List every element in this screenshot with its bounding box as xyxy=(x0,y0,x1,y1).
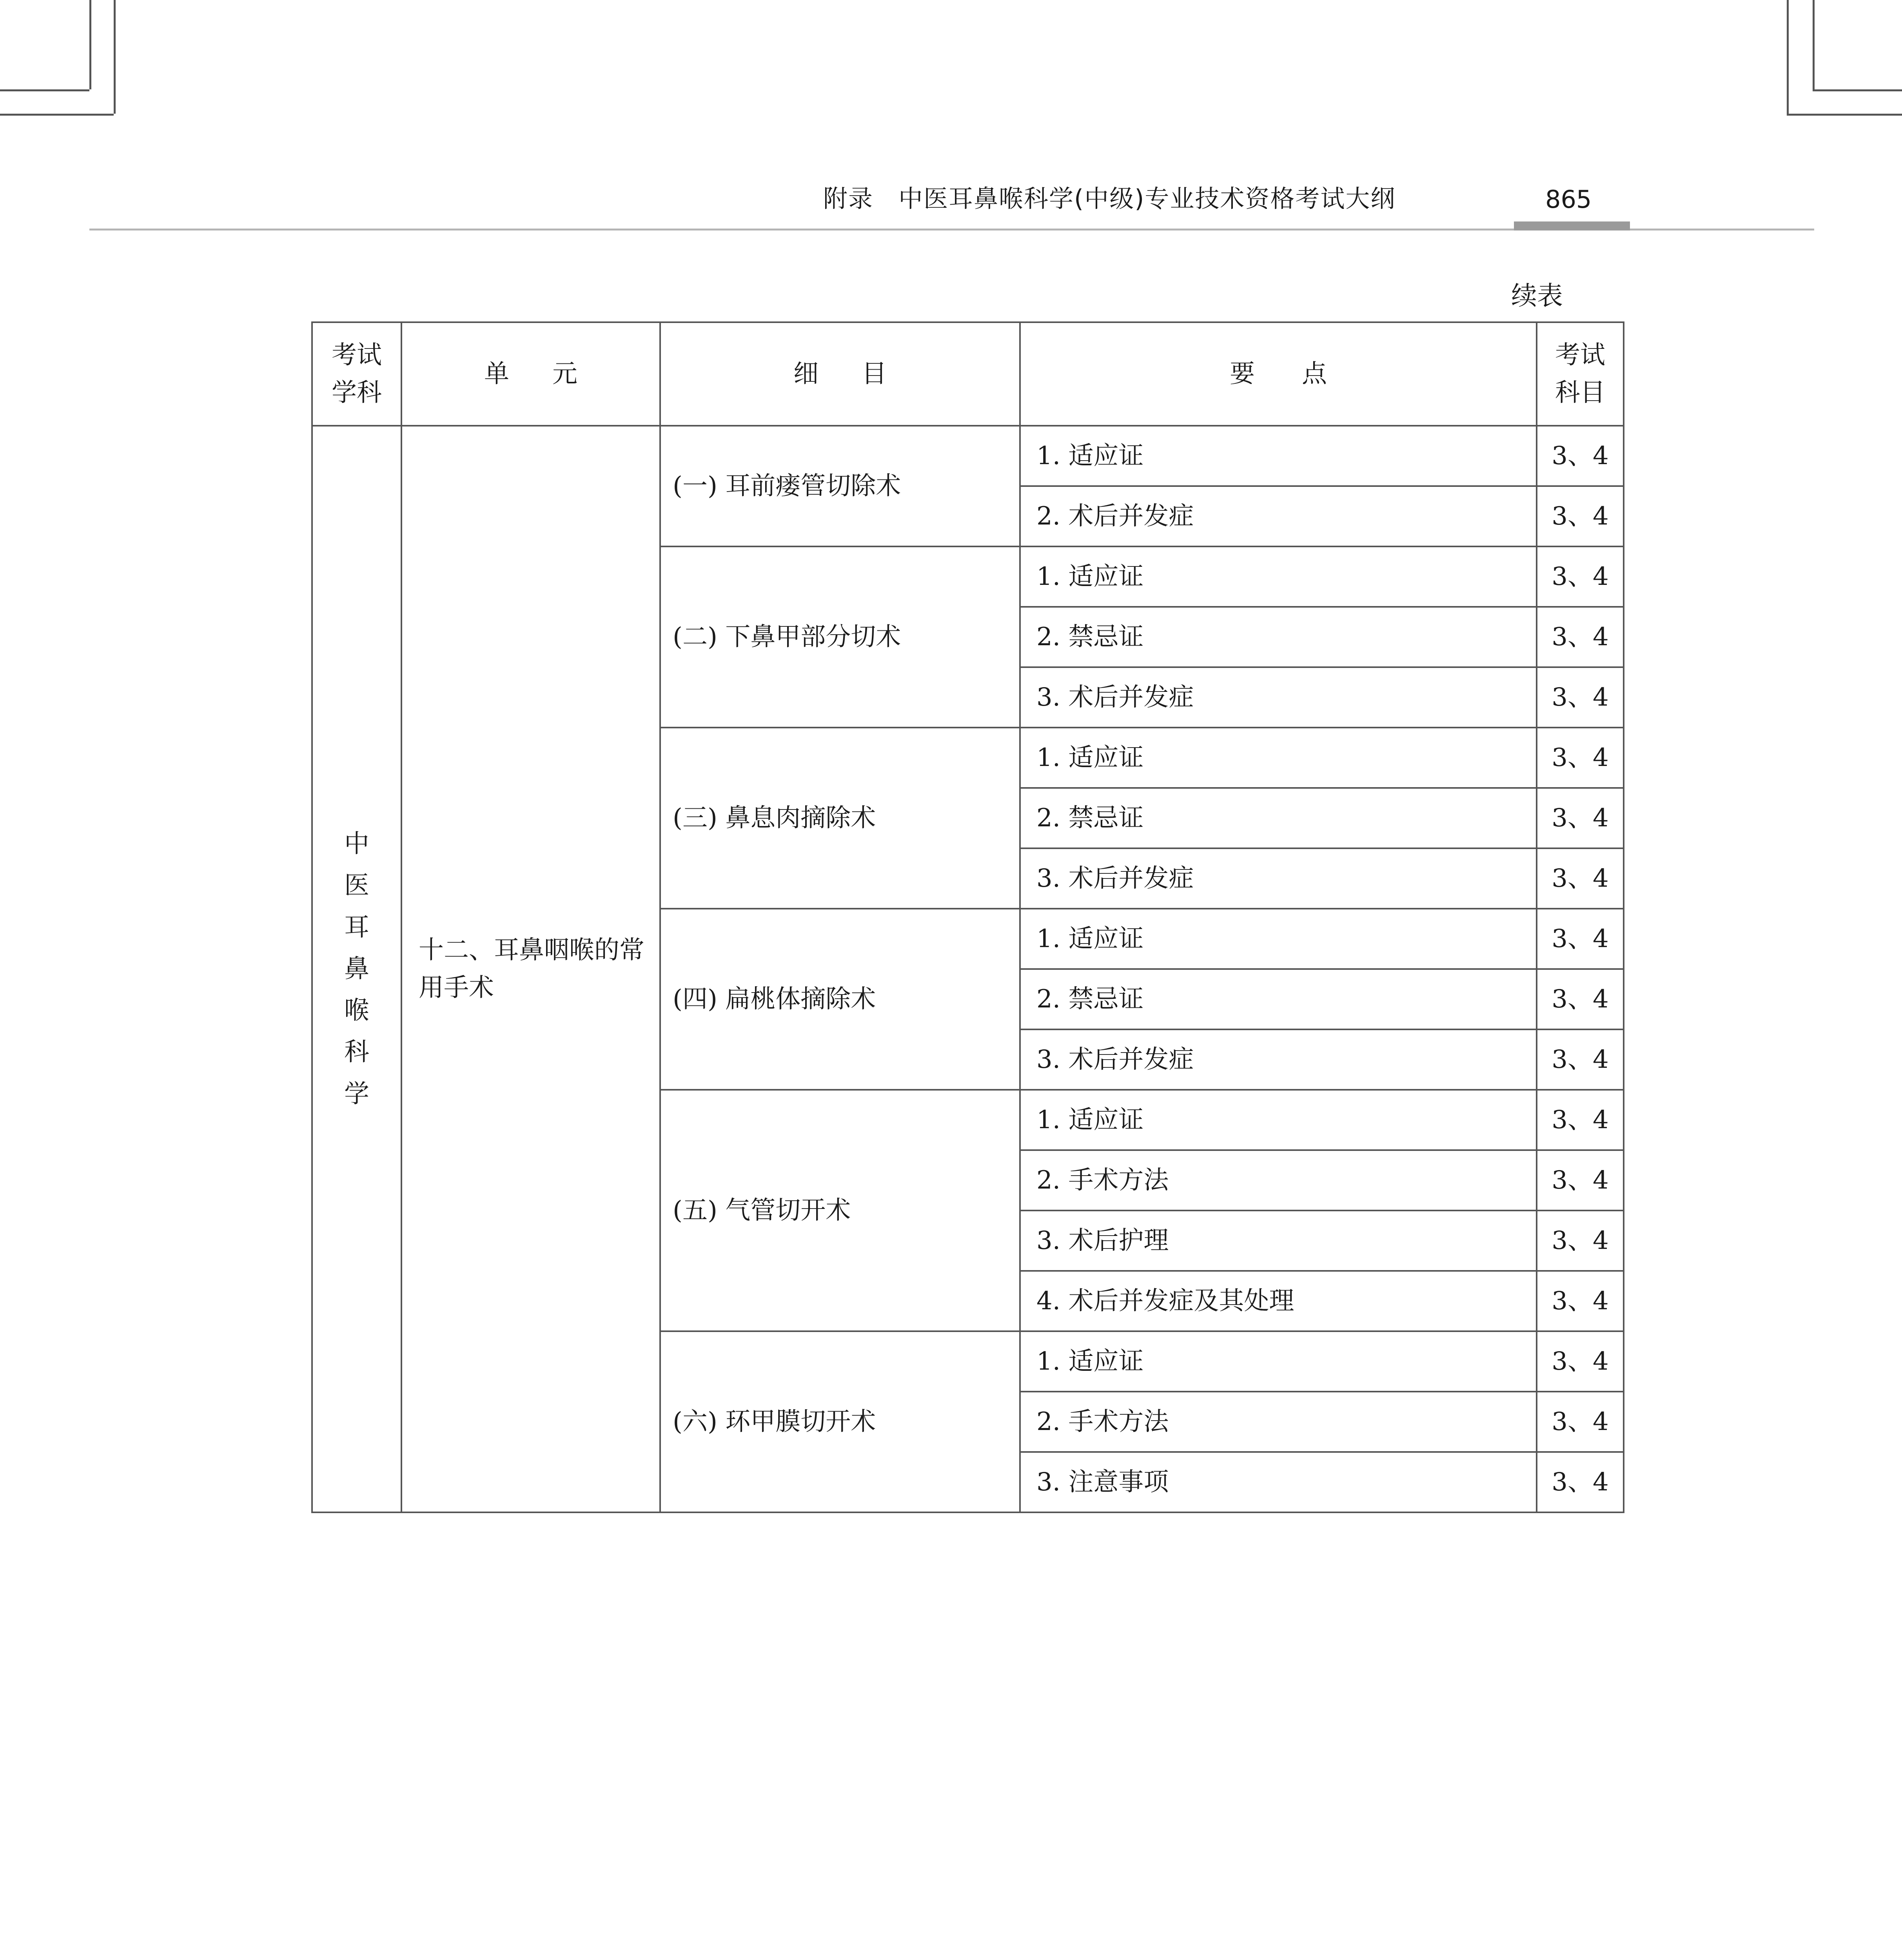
header-subject xyxy=(312,322,401,426)
crop-mark-top-right-v xyxy=(1787,0,1789,114)
point-cell: 1. 适应证 xyxy=(1020,1331,1537,1392)
header-subject-text: 考试 学科 xyxy=(332,341,382,407)
point-cell: 1. 适应证 xyxy=(1020,546,1537,607)
crop-mark-top-right-h2 xyxy=(1787,114,1902,116)
header-code-text: 考试 科目 xyxy=(1555,341,1605,407)
code-cell: 3、4 xyxy=(1537,788,1624,848)
code-cell: 3、4 xyxy=(1537,607,1624,667)
point-cell: 1. 适应证 xyxy=(1020,1090,1537,1150)
table-row xyxy=(312,426,1624,486)
code-cell: 3、4 xyxy=(1537,1392,1624,1452)
header-detail: 细目 xyxy=(660,322,1020,426)
page-number: 865 xyxy=(1545,185,1592,214)
code-cell: 3、4 xyxy=(1537,1210,1624,1271)
unit-cell: 十二、耳鼻咽喉的常用手术 xyxy=(401,426,660,1512)
crop-mark-top-left-h2 xyxy=(0,114,114,116)
running-header-title: 附录 中医耳鼻喉科学(中级)专业技术资格考试大纲 xyxy=(823,184,1396,213)
crop-mark-top-left-v xyxy=(114,0,116,114)
point-cell: 1. 适应证 xyxy=(1020,909,1537,969)
code-cell: 3、4 xyxy=(1537,546,1624,607)
crop-mark-top-left-v2 xyxy=(89,0,91,89)
code-cell: 3、4 xyxy=(1537,909,1624,969)
subject-cell: 中 医 耳 鼻 喉 科 学 xyxy=(312,426,401,1512)
detail-cell: (五) 气管切开术 xyxy=(660,1090,1020,1331)
point-cell: 3. 术后护理 xyxy=(1020,1210,1537,1271)
code-cell: 3、4 xyxy=(1537,1150,1624,1210)
code-cell: 3、4 xyxy=(1537,728,1624,788)
header-unit: 单元 xyxy=(401,322,660,426)
detail-cell: (一) 耳前瘘管切除术 xyxy=(660,426,1020,546)
detail-cell: (四) 扁桃体摘除术 xyxy=(660,909,1020,1090)
detail-cell: (六) 环甲膜切开术 xyxy=(660,1331,1020,1512)
point-cell: 2. 手术方法 xyxy=(1020,1392,1537,1452)
code-cell: 3、4 xyxy=(1537,1271,1624,1331)
code-cell: 3、4 xyxy=(1537,1331,1624,1392)
point-cell: 1. 适应证 xyxy=(1020,728,1537,788)
code-cell: 3、4 xyxy=(1537,486,1624,546)
continued-label: 续表 xyxy=(1511,281,1563,311)
code-cell: 3、4 xyxy=(1537,969,1624,1029)
syllabus-table xyxy=(311,321,1624,1513)
crop-mark-top-right-v2 xyxy=(1813,0,1815,89)
point-cell: 1. 适应证 xyxy=(1020,426,1537,486)
code-cell: 3、4 xyxy=(1537,1452,1624,1512)
point-cell: 4. 术后并发症及其处理 xyxy=(1020,1271,1537,1331)
crop-mark-top-right-h xyxy=(1813,89,1902,91)
header-point: 要点 xyxy=(1020,322,1537,426)
header-rule-accent xyxy=(1514,221,1630,230)
header-code xyxy=(1537,322,1624,426)
point-cell: 2. 禁忌证 xyxy=(1020,788,1537,848)
code-cell: 3、4 xyxy=(1537,426,1624,486)
code-cell: 3、4 xyxy=(1537,667,1624,728)
code-cell: 3、4 xyxy=(1537,1029,1624,1090)
point-cell: 2. 禁忌证 xyxy=(1020,607,1537,667)
detail-cell: (三) 鼻息肉摘除术 xyxy=(660,728,1020,909)
point-cell: 3. 术后并发症 xyxy=(1020,848,1537,909)
crop-mark-top-left-h xyxy=(0,89,89,91)
detail-cell: (二) 下鼻甲部分切术 xyxy=(660,546,1020,728)
point-cell: 2. 禁忌证 xyxy=(1020,969,1537,1029)
code-cell: 3、4 xyxy=(1537,848,1624,909)
point-cell: 2. 手术方法 xyxy=(1020,1150,1537,1210)
point-cell: 3. 术后并发症 xyxy=(1020,1029,1537,1090)
point-cell: 3. 术后并发症 xyxy=(1020,667,1537,728)
code-cell: 3、4 xyxy=(1537,1090,1624,1150)
point-cell: 3. 注意事项 xyxy=(1020,1452,1537,1512)
table-header-row xyxy=(312,322,1624,426)
table-body xyxy=(312,426,1624,1512)
point-cell: 2. 术后并发症 xyxy=(1020,486,1537,546)
